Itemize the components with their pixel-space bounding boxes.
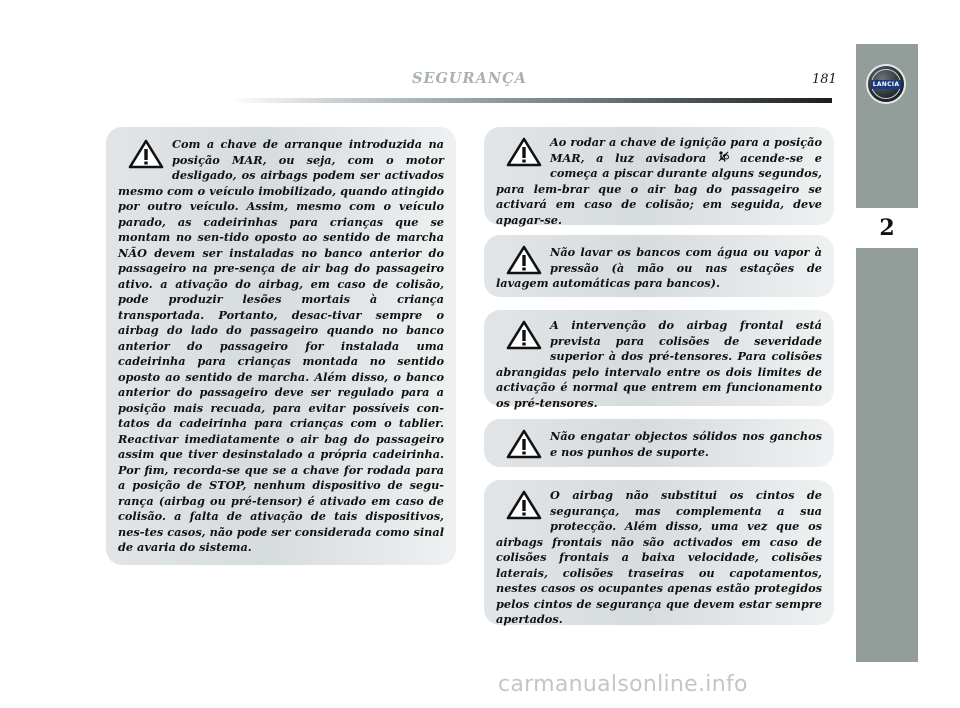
lancia-logo [866,64,906,104]
warning-text-part1: Ao rodar a chave de ignição para a posição MAR, a luz avisadora [550,135,822,165]
warning-text: Não lavar os bancos com água ou vapor à pressão (à mão ou nas estações de lavagem automáticas para bancos). [496,245,822,290]
warning-triangle-icon [506,320,542,350]
chapter-number: 2 [879,215,895,241]
warning-text [496,135,822,228]
warning-text: Não engatar objectos sólidos nos ganchos e nos punhos de suporte. [550,429,822,459]
warning-text-part2: acende-se e começa a piscar durante alguns segundos, para lem-brar que o air bag do passageiro se activará em caso de colisão; em seguida, deve apagar-se. [496,150,822,227]
warning-triangle-icon [506,490,542,520]
page-section-title: SEGURANÇA [412,70,527,87]
logo-ring [871,69,901,99]
airbag-warning-light-icon [718,152,729,165]
chapter-tab[interactable] [856,208,918,248]
warning-text: Com a chave de arranque introduzida na posição MAR, ou seja, com o motor desligado, os airbags podem ser activados mesmo com o veículo imobilizado, quando atingido por outro veículo. Assim, mesmo com o veículo parado, as cadeirinhas para crianças que se montam no sen-tido oposto ao sentido de marcha NÃO devem ser instaladas no banco anterior do passageiro na pre-sença de air bag do passageiro ativo. a ativação do airbag, em caso de colisão, pode produzir lesões mortais à criança transportada. Portanto, desac-tivar sempre o airbag do lado do passageiro quando no banco anterior do passageiro for instalada uma cadeirinha para crianças montada no sentido oposto ao sentido de marcha. Além disso, o banco anterior do passageiro deve ser regulado para a posição mais recuada, para evitar possíveis con-tatos da cadeirinha para crianças com o tablier. Reactivar imediatamente o air bag do passageiro assim que tiver desinstalado a própria cadeirinha. Por fim, recorda-se que se a chave for rodada para a posição de STOP, nenhum dispositivo de segu-rança (airbag ou pré-tensor) é ativado em caso de colisão. a falta de ativação de tais dispositivos, nes-tes casos, não pode ser considerada como sinal de avaria do sistema. [118,137,444,554]
warning-box-airbag-light [484,127,834,225]
watermark: carmanualsonline.info [498,672,748,697]
chapter-sidebar [856,44,918,662]
logo-wordmark: LANCIA [872,80,900,88]
warning-triangle-icon [506,429,542,459]
header-rule [230,98,832,103]
warning-text: A intervenção do airbag frontal está prevista para colisões de severidade superior à dos pré-tensores. Para colisões abrangidas pelo intervalo entre os dois limites de activação é normal que entrem em funcionamento os pré-tensores. [496,318,822,410]
warning-box-child-seat [106,127,456,565]
warning-triangle-icon [506,245,542,275]
warning-triangle-icon [506,137,542,167]
warning-text: O airbag não substitui os cintos de segurança, mas complementa a sua protecção. Além disso, uma vez que os airbags frontais não são activados em caso de colisões frontais a baixa velocidade, colisões laterais, colisões traseiras ou capotamentos, nestes casos os ocupantes apenas estão protegidos pelos cintos de segurança que devem estar sempre apertados. [496,488,822,626]
warning-box-seat-belts [484,480,834,625]
page-number: 181 [812,72,837,87]
warning-box-seat-washing [484,235,834,297]
warning-box-hooks [484,419,834,467]
warning-box-frontal-airbag [484,310,834,410]
warning-triangle-icon [128,139,164,169]
